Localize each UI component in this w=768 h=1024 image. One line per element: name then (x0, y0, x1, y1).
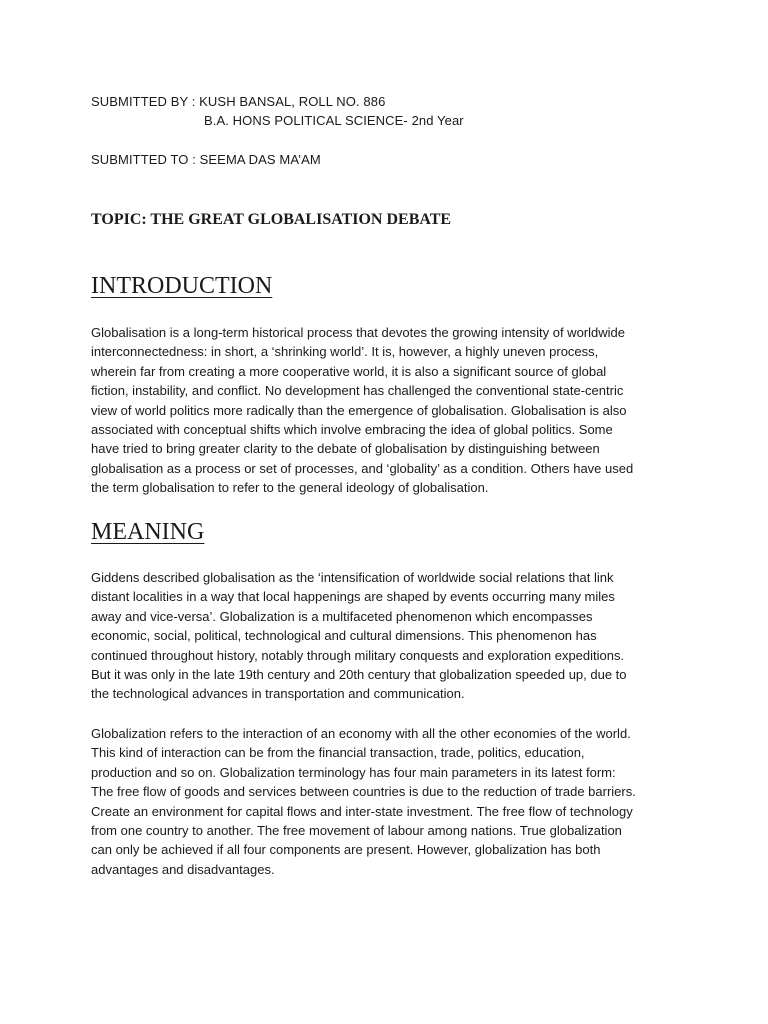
meaning-paragraph-2 (91, 724, 681, 879)
text-line: Create an environment for capital flows and inter-state investment. The free flow of technology (91, 803, 633, 819)
text-line: advantages and disadvantages. (91, 861, 275, 877)
text-line: economic, social, political, technological and cultural dimensions. This phenomenon has (91, 628, 597, 644)
submitted-to-line: SUBMITTED TO : SEEMA DAS MA’AM (91, 152, 321, 167)
text-line: the term globalisation to refer to the general ideology of globalisation. (91, 480, 489, 496)
introduction-heading: INTRODUCTION (91, 273, 273, 299)
text-line: distant localities in a way that local happenings are shaped by events occurring many miles (91, 589, 615, 605)
text-line: Giddens described globalisation as the ‘intensification of worldwide social relations that link (91, 570, 614, 585)
text-line: interconnectedness: in short, a ‘shrinking world’. It is, however, a highly uneven process, (91, 344, 599, 360)
introduction-paragraph (91, 323, 681, 498)
text-line: Globalisation is a long-term historical process that devotes the growing intensity of worldwide (91, 325, 625, 340)
submitted-by-line: SUBMITTED BY : KUSH BANSAL, ROLL NO. 886 (91, 94, 386, 109)
text-line: can only be achieved if all four components are present. However, globalization has both (91, 842, 601, 858)
topic-title: TOPIC: THE GREAT GLOBALISATION DEBATE (91, 211, 452, 228)
text-line: globalisation as a process or set of processes, and ‘globality’ as a condition. Others have used (91, 460, 634, 476)
meaning-heading: MEANING (91, 519, 205, 545)
text-line: fiction, instability, and conflict. No development has challenged the conventional state-centric (91, 383, 624, 399)
text-line: But it was only in the late 19th century and 20th century that globalization speeded up, due to (91, 667, 627, 683)
text-line: continued throughout history, notably through military conquests and exploration expeditions. (91, 647, 625, 663)
text-line: production and so on. Globalization terminology has four main parameters in its latest form: (91, 764, 616, 780)
text-line: have tried to bring greater clarity to the debate of globalisation by distinguishing between (91, 441, 600, 457)
text-line: the technological advances in transportation and communication. (91, 686, 465, 702)
text-line: wherein far from creating a more cooperative world, it is also a significant source of global (91, 363, 607, 379)
text-line: away and vice-versa’. Globalization is a multifaceted phenomenon which encompasses (91, 608, 593, 624)
text-line: view of world politics more radically than the emergence of globalisation. Globalisation is also (91, 402, 627, 418)
text-line: The free flow of goods and services between countries is due to the reduction of trade barriers. (91, 784, 636, 800)
text-line: associated with conceptual shifts which involve embracing the idea of global politics. Some (91, 422, 613, 438)
text-line: Globalization refers to the interaction of an economy with all the other economies of the world. (91, 726, 631, 741)
course-line: B.A. HONS POLITICAL SCIENCE- 2nd Year (204, 113, 464, 128)
meaning-paragraph-1 (91, 568, 681, 704)
text-line: This kind of interaction can be from the financial transaction, trade, politics, education, (91, 745, 585, 761)
text-line: from one country to another. The free movement of labour among nations. True globalization (91, 823, 622, 839)
